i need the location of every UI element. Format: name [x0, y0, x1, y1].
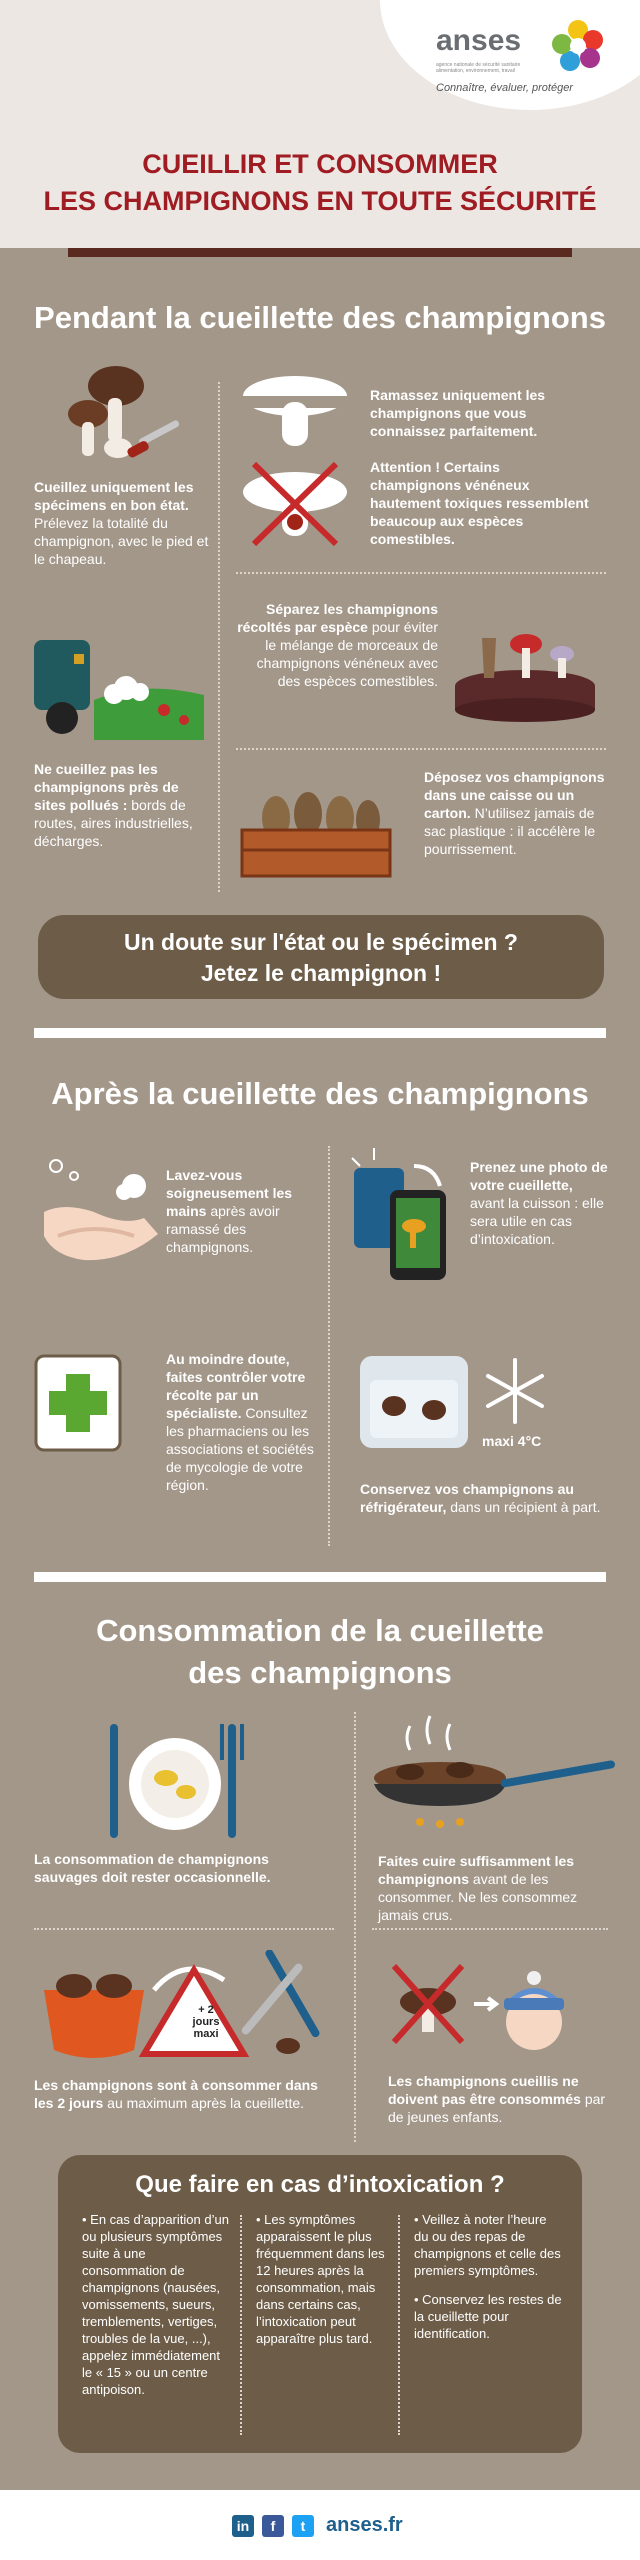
twitter-icon[interactable]: t	[292, 2515, 314, 2537]
tip-no-children: Les champignons cueillis ne doivent pas être consommés par de jeunes enfants.	[388, 2073, 606, 2125]
two-days-sign-text: + 2 jours maxi	[192, 2004, 220, 2040]
website-link[interactable]: anses.fr	[326, 2514, 403, 2536]
polluted-roadside-icon	[34, 640, 204, 740]
white-mushroom-icon	[240, 372, 350, 452]
intox-col-note-time: • Veillez à noter l’heure du ou des repas de champignons et celle des premiers symptômes. • Conservez les restes de la cueillette pour identification.	[414, 2212, 562, 2341]
section-heading-after: Après la cueillette des champignons	[51, 1076, 589, 1111]
title-underline	[68, 248, 572, 257]
logo-subtitle: agence nationale de sécurité sanitaire alimentation, environnement, travail	[436, 62, 521, 74]
separated-basket-icon	[450, 620, 600, 726]
tip-known-species: Ramassez uniquement les champignons que vous connaissez parfaitement.	[370, 387, 546, 439]
fridge-box-icon	[354, 1350, 474, 1454]
pharmacy-cross-icon	[34, 1354, 124, 1454]
no-children-icon	[388, 1958, 568, 2068]
tip-cook: Faites cuire suffisamment les champignons avant de les consommer. Ne les consommez jamais crus.	[378, 1853, 578, 1923]
intoxication-title: Que faire en cas d’intoxication ?	[135, 2171, 505, 2198]
tip-occasional: La consommation de champignons sauvages doit rester occasionnelle.	[34, 1851, 271, 1885]
logo-word: anses	[436, 24, 522, 57]
hand-washing-icon	[34, 1152, 174, 1272]
fridge-temp-label: maxi 4°C	[482, 1433, 542, 1449]
tip-take-photo: Prenez une photo de votre cueillette, avant la cuisson : elle sera utile en cas d’intoxication.	[470, 1159, 608, 1247]
mushroom-crate-icon	[236, 790, 396, 880]
logo-tagline: Connaître, évaluer, protéger	[436, 82, 573, 94]
mushrooms-knife-icon	[58, 362, 198, 472]
section-divider	[34, 1028, 606, 1038]
anses-logo[interactable]	[436, 18, 606, 98]
tip-specialist: Au moindre doute, faites contrôler votre récolte par un spécialiste. Consultez les pharmaciens ou les associations et sociétés de mycologie de votre région.	[166, 1351, 314, 1493]
tip-good-condition: Cueillez uniquement les spécimens en bon état. Prélevez la totalité du champignon, avec le pied et le chapeau.	[34, 479, 209, 567]
section-heading-picking: Pendant la cueillette des champignons	[34, 300, 606, 335]
section-divider	[34, 1572, 606, 1582]
linkedin-icon[interactable]: in	[232, 2515, 254, 2537]
frying-pan-icon	[370, 1706, 620, 1836]
flower-logo-icon	[550, 18, 606, 74]
toxic-mushroom-crossed-icon	[240, 458, 350, 548]
plate-cutlery-icon	[100, 1718, 250, 1844]
intox-col-timing: • Les symptômes apparaissent le plus fréquemment dans les 12 heures après la consommation, mais dans certains cas, l’intoxication peut apparaître plus tard.	[256, 2212, 385, 2346]
page-title: CUEILLIR ET CONSOMMER LES CHAMPIGNONS EN TOUTE SÉCURITÉ	[43, 149, 597, 216]
tip-wash-hands: Lavez-vous soigneusement les mains après avoir ramassé des champignons.	[166, 1167, 293, 1255]
section-heading-consumption: Consommation de la cueillette des champignons	[96, 1613, 544, 1690]
tip-separate-species: Séparez les champignons récoltés par espèce pour éviter le mélange de morceaux de champignons vénéneux avec des espèces comestibles.	[237, 601, 438, 689]
tip-two-days: Les champignons sont à consommer dans les 2 jours au maximum après la cueillette.	[34, 2077, 318, 2111]
intoxication-box	[58, 2155, 582, 2453]
tip-polluted-sites: Ne cueillez pas les champignons près de sites pollués : bords de routes, aires industrielles, décharges.	[34, 761, 193, 849]
snowflake-icon	[480, 1356, 550, 1426]
tip-refrigerate: Conservez vos champignons au réfrigérateur, dans un récipient à part.	[360, 1481, 601, 1515]
facebook-icon[interactable]: f	[262, 2515, 284, 2537]
tip-attention-toxic: Attention ! Certains champignons vénéneux hautement toxiques ressemblent beaucoup aux espèces comestibles.	[370, 459, 589, 547]
social-links	[232, 2514, 403, 2537]
doubt-alert-banner: Un doute sur l'état ou le spécimen ? Jetez le champignon !	[38, 915, 604, 999]
tip-crate: Déposez vos champignons dans une caisse ou un carton. N’utilisez jamais de sac plastique : il accélère le pourrissement.	[424, 769, 605, 857]
footer	[0, 2490, 640, 2560]
phone-photo-icon	[344, 1146, 454, 1296]
header	[0, 0, 640, 248]
intox-col-symptoms: • En cas d’apparition d’un ou plusieurs symptômes suite à une consommation de champignons (nausées, vomissements, sueurs, tremblements, vertiges, troubles de la vue, ...), appelez immédiatement le « 15 » ou un centre antipoison.	[82, 2212, 229, 2397]
